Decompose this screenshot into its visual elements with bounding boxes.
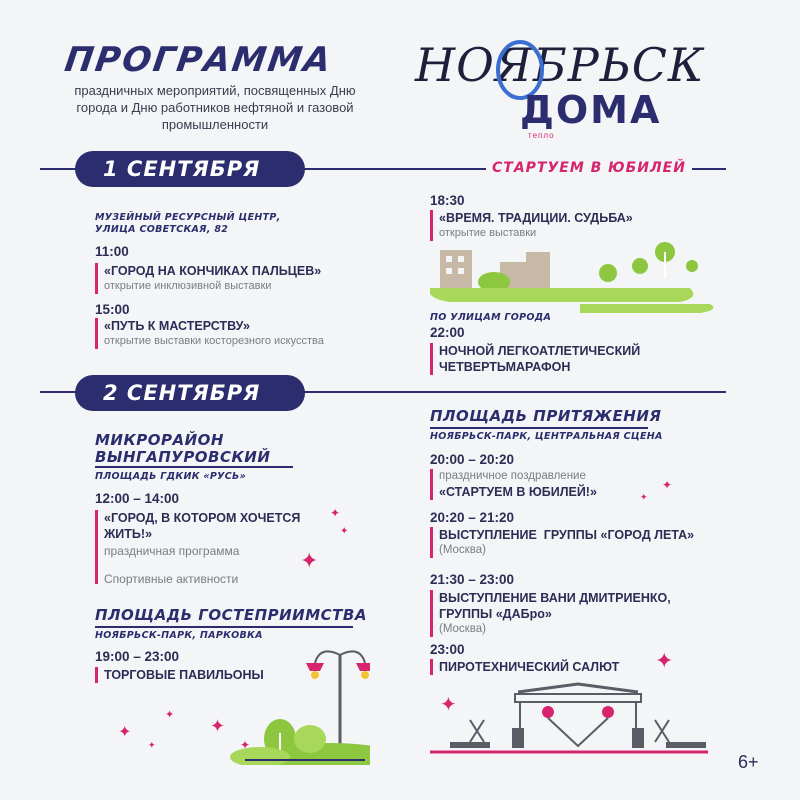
sparkle-icon: ✦ (148, 740, 156, 750)
event-title: ПИРОТЕХНИЧЕСКИЙ САЛЮТ (439, 660, 620, 674)
sparkle-icon: ✦ (240, 738, 251, 752)
event-title: «ВРЕМЯ. ТРАДИЦИИ. СУДЬБА» (439, 211, 633, 225)
sparkle-icon: ✦ (655, 648, 674, 673)
sparkle-icon: ✦ (340, 526, 349, 537)
event-time: 20:20 – 21:20 (430, 510, 515, 525)
event-title: «СТАРТУЕМ В ЮБИЛЕЙ!» (439, 485, 597, 499)
event-time: 18:30 (430, 193, 465, 208)
city-illustration (430, 238, 720, 318)
day1-label: 1 СЕНТЯБРЯ (75, 151, 305, 187)
day2-label: 2 СЕНТЯБРЯ (75, 375, 305, 411)
sparkle-icon: ✦ (300, 548, 319, 573)
event-time: 12:00 – 14:00 (95, 491, 180, 506)
zone-venue: НОЯБРЬСК-ПАРК, ЦЕНТРАЛЬНАЯ СЦЕНА (430, 431, 663, 442)
event-city: (Москва) (439, 623, 486, 635)
event-title: НОЧНОЙ ЛЕГКОАТЛЕТИЧЕСКИЙ ЧЕТВЕРТЬМАРАФОН (439, 344, 641, 374)
event-time: 21:30 – 23:00 (430, 572, 515, 587)
event-block (430, 469, 597, 500)
logo-small-word: тепло (528, 131, 555, 140)
sparkle-icon: ✦ (440, 694, 457, 716)
logo-city-name: НОЯБРЬСК (415, 38, 705, 92)
event-title: «ГОРОД, В КОТОРОМ ХОЧЕТСЯ ЖИТЬ!» (104, 511, 301, 541)
event-time: 22:00 (430, 325, 465, 340)
event-time: 19:00 – 23:00 (95, 649, 180, 664)
sparkle-icon: ✦ (662, 478, 673, 492)
program-subtitle: праздничных мероприятий, посвященных Дню города и Дню работников нефтяной и газовой промышленности (74, 83, 356, 132)
event-desc: открытие выставки косторезного искусства (104, 335, 324, 347)
zone-underline (95, 626, 353, 628)
event-block (95, 510, 300, 584)
event-time: 11:00 (95, 244, 129, 259)
sparkle-icon: ✦ (640, 492, 648, 502)
street-venue: ПО УЛИЦАМ ГОРОДА (430, 312, 552, 323)
event-block (95, 318, 324, 349)
event-title: «ГОРОД НА КОНЧИКАХ ПАЛЬЦЕВ» (104, 264, 322, 278)
event-desc: праздничная программа (104, 544, 240, 558)
sparkle-icon: ✦ (330, 506, 341, 520)
event-block (430, 343, 640, 375)
zone-title: ПЛОЩАДЬ ПРИТЯЖЕНИЯ (430, 407, 662, 425)
zone-venue: НОЯБРЬСК-ПАРК, ПАРКОВКА (95, 630, 263, 641)
event-block (95, 263, 321, 294)
sparkle-icon: ✦ (210, 716, 226, 736)
zone-title: МИКРОРАЙОН ВЫНГАПУРОВСКИЙ (95, 431, 271, 466)
event-block (430, 210, 633, 241)
age-rating: 6+ (738, 752, 759, 772)
event-time: 23:00 (430, 642, 465, 657)
event-time: 20:00 – 20:20 (430, 452, 515, 467)
event-block (430, 527, 694, 558)
stage-illustration (430, 680, 710, 765)
event-block (430, 659, 619, 675)
event-city: (Москва) (439, 544, 486, 556)
event-title: ТОРГОВЫЕ ПАВИЛЬОНЫ (104, 668, 264, 682)
event-title: ВЫСТУПЛЕНИЕ ВАНИ ДМИТРИЕНКО, ГРУППЫ «ДАБро» (439, 591, 671, 621)
zone-underline (430, 427, 648, 429)
logo-home-word: ДОМА (520, 88, 662, 132)
event-title: ВЫСТУПЛЕНИЕ ГРУППЫ «ГОРОД ЛЕТА» (439, 528, 695, 542)
event-time: 15:00 (95, 302, 130, 317)
zone-underline (95, 466, 293, 468)
event-desc: открытие инклюзивной выставки (104, 280, 272, 292)
sparkle-icon: ✦ (165, 709, 175, 721)
program-title: ПРОГРАММА (62, 40, 335, 80)
zone-title: ПЛОЩАДЬ ГОСТЕПРИИМСТВА (95, 606, 367, 624)
event-title: «ПУТЬ К МАСТЕРСТВУ» (104, 319, 250, 333)
event-desc: открытие выставки (439, 227, 537, 239)
zone-venue: ПЛОЩАДЬ ГДКИК «РУСЬ» (95, 471, 247, 482)
day1-venue: МУЗЕЙНЫЙ РЕСУРСНЫЙ ЦЕНТР, УЛИЦА СОВЕТСКАЯ, 82 (95, 212, 281, 235)
event-extra: Спортивные активности (104, 572, 239, 586)
slogan: СТАРТУЕМ В ЮБИЛЕЙ (486, 160, 692, 176)
logo (410, 30, 740, 150)
event-block (430, 590, 671, 637)
event-desc: праздничное поздравление (439, 470, 586, 482)
sparkle-icon: ✦ (118, 724, 132, 741)
